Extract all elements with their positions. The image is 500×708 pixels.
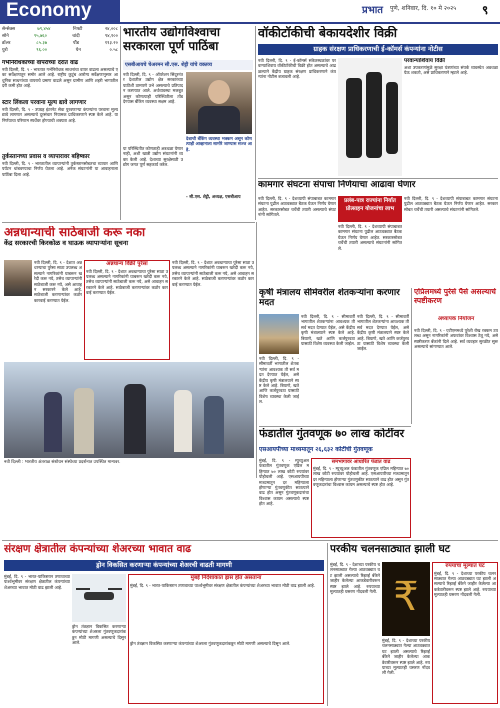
anna-headline-block bbox=[4, 226, 254, 258]
telecom-body-b: परवान्याशिवाय विक्री अशा उपकरणांमुळे सुरक्षा यंत्रणांच्या संपर्क व्यवस्थेत अडथळा येऊ शकतो, असे प्राधिकरणाने म्हटले आहे. bbox=[404, 58, 498, 75]
fund-body-a: मुंबई, दि. ९ - म्युच्युअल फंडातील गुंतवणूक एप्रिल महिन्यात ७० लाख कोटी रुपयांवर पोहोचली आहे. एसआयपीच्या माध्यमातून दर महिन्याला होणाऱ्या गुंतवणुकीत सातत्याने वाढ होत असून गुंतवणूकदारांचा विश्वास कायम असल्याचे स्पष्ट होत आहे. bbox=[259, 458, 309, 507]
lead-quote: देशाची बँकिंग व्यवस्था भक्कम असून कोणत्याही आव्हानाला सामोरे जाण्यास सज्ज आहे. - सी.एस. शेट्टी, अध्यक्ष, एसबीआय bbox=[186, 136, 252, 199]
brief-3-text: नवी दिल्ली, दि. ९ - भारतातील व्यापाऱ्यांनी तुर्कस्तानसोबतचा व्यापार आणि पर्यटन थांबवण्याचा निर्णय घेतला आहे. अनेक संघटनांनी या आवाहनाला पाठिंबा दिला आहे. bbox=[2, 160, 118, 177]
defence-headline-block bbox=[4, 543, 324, 559]
brief-1-title: गर्भनिरोधकाच्या वापराच्या दरात वाढ bbox=[2, 60, 78, 66]
anna-body-a: नवी दिल्ली, दि. ९ - देशात अन्नधान्याचा पुरेसा साठा उपलब्ध असल्याने नागरिकांनी घाबरून खरेदी करू नये, तसेच व्यापाऱ्यांनी साठेबाजी करू नये, असे आवाहन सरकारने केले आहे. साठेबाजी करणाऱ्यांवर कठोर कारवाई करण्यात येईल. bbox=[34, 260, 82, 303]
lead-headline: सरकारला पूर्ण पाठिंबा bbox=[123, 38, 219, 53]
agri-headline: कृषी मंत्रालय सीमेवरील शेतकऱ्यांना करणार मदत bbox=[259, 288, 400, 309]
market-table bbox=[2, 26, 118, 56]
telecom-headline-block bbox=[258, 26, 498, 42]
divider bbox=[327, 543, 328, 706]
divider bbox=[256, 222, 257, 478]
agri-body-b: नवी दिल्ली, दि. ९ - सीमावर्ती भागातील शेतकऱ्यांना आवश्यक ती सर्व मदत देण्यात येईल, असे केंद्रीय कृषी मंत्रालयाने स्पष्ट केले आहे. बियाणे, खते आणि कर्जपुरवठा यासाठी विशेष व्यवस्था केली जाईल. bbox=[259, 356, 299, 405]
walkie-talkie-photo bbox=[338, 58, 402, 176]
market-value: ०.५८ bbox=[109, 48, 118, 53]
divider bbox=[411, 288, 412, 424]
telecom-headline: वॉकीटॉकीची बेकायदेशीर विक्री bbox=[258, 26, 398, 40]
agri-body-a: नवी दिल्ली, दि. ९ - सीमावर्ती भागातील शेतकऱ्यांना आवश्यक ती सर्व मदत देण्यात येईल, असे केंद्रीय कृषी मंत्रालयाने स्पष्ट केले आहे. बियाणे, खते आणि कर्जपुरवठा यासाठी विशेष व्यवस्था केली जाईल. bbox=[301, 314, 355, 347]
divider bbox=[120, 26, 121, 220]
workers-body-c: नवी दिल्ली, दि. ९ - देशव्यापी संपाबाबत कामगार संघटना पुढील आठवड्यात बैठक घेऊन निर्णय घेणार आहेत. सरकारसोबत चर्चेची तयारी असल्याचे संघटनांनी सांगितले. bbox=[404, 196, 498, 212]
market-row bbox=[2, 47, 118, 54]
brief-2-text: नवी दिल्ली, दि. ९ - उपग्रह इंटरनेट सेवा पुरवणाऱ्या कंपन्यांना परवाना मूल्य द्यावे लागणार असल्याचे दूरसंचार नियामक प्राधिकरणाने स्पष्ट केले आहे. या निर्णयाचा परिणाम स्पर्धेवर होण्याची शक्यता आहे. bbox=[2, 106, 118, 123]
market-value: ७९,४५४ bbox=[37, 27, 51, 32]
fund-boxed: समभागावर आधारित फंडात वाढ मुंबई, दि. ९ - म्युच्युअल फंडातील गुंतवणूक एप्रिल महिन्यात ७० लाख कोटी रुपयांवर पोहोचली आहे. एसआयपीच्या माध्यमातून दर महिन्याला होणाऱ्या गुंतवणुकीत सातत्याने वाढ होत असून गुंतवणूकदारांचा विश्वास कायम असल्याचे स्पष्ट होत आहे. bbox=[311, 458, 411, 538]
market-label: निफ्टी bbox=[72, 27, 83, 32]
atm-box-title: अध्यापक नियोजन bbox=[437, 316, 475, 322]
drone-photo bbox=[72, 574, 126, 622]
page-number: ९ bbox=[482, 3, 489, 17]
lead-body: नवी दिल्ली, दि. ९ - ऑपरेशन सिंदूरनंतर देशातील उद्योग क्षेत्र सरकारच्या पाठीशी ठामपणे उभे असल्याचे प्रतिपादन करण्यात आले. अर्थव्यवस्था मजबूत असून कोणत्याही परिस्थितीला तोंड देण्यास बँकिंग व्यवस्था सक्षम आहे. या परिस्थितीत कोणताही अडथळा येणार नाही, अशी खात्री उद्योग संघटनांनी व्यक्त केली आहे. देशाच्या सुरक्षेसाठी उद्योग जगत पूर्ण सहकार्य करेल. bbox=[123, 72, 183, 168]
market-label: चांदी bbox=[72, 34, 80, 39]
lead-photo bbox=[186, 72, 252, 134]
market-label: पौंड bbox=[72, 41, 80, 46]
defence-body-b: ड्रोन तंत्रज्ञान विकसित करणाऱ्या कंपन्यांच्या शेअरला गुंतवणूकदारांकडून मोठी मागणी असल्याचे दिसून आले. bbox=[72, 624, 126, 646]
brief-1-text: नवी दिल्ली, दि. ९ - भारतात गर्भनिरोधक साधनांचा वापर वाढला असल्याचे एका सर्वेक्षणातून समोर आले आहे. राष्ट्रीय कुटुंब आरोग्य सर्वेक्षणानुसार आधुनिक साधनांच्या वापराचे प्रमाण वाढले असून ग्रामीण आणि शहरी भागातील दरी कमी होत आहे. bbox=[2, 66, 118, 89]
atm-headline: एप्रिलमध्ये पुरेसे पैसे असल्याचे स्पष्टीकरण bbox=[414, 288, 496, 305]
defence-boxed: मुंबई निर्देशांकात ह्रास होत असताना मुंबई, दि. ९ - भारत-पाकिस्तान तणावाच्या पार्श्वभूमीवर संरक्षण क्षेत्रातील कंपन्यांच्या शेअरच्या भावात मोठी वाढ झाली आहे. ड्रोन तंत्रज्ञान विकसित करणाऱ्या कंपन्यांच्या शेअरला गुंतवणूकदारांकडून मोठी मागणी असल्याचे दिसून आले. bbox=[128, 574, 324, 704]
lead-headline-block bbox=[123, 26, 253, 60]
brief-3-title: तुर्कस्तानच्या प्रवास व व्यापारावर बहिष्कार bbox=[2, 153, 90, 160]
market-row bbox=[2, 40, 118, 47]
market-label: डॉलर bbox=[2, 41, 11, 46]
section-title: Economy bbox=[0, 0, 120, 22]
defence-body-a: मुंबई, दि. ९ - भारत-पाकिस्तान तणावाच्या पार्श्वभूमीवर संरक्षण क्षेत्रातील कंपन्यांच्या शेअरच्या भावात मोठी वाढ झाली आहे. bbox=[4, 574, 70, 590]
forex-boxed: रुपयाचा मूल्यात घट मुंबई, दि. ९ - देशाच्या परकीय चलनसाठ्यात गेल्या आठवड्यात घट झाली असल्याचे रिझर्व्ह बँकेने जाहीर केलेल्या आकडेवारीवरून स्पष्ट झाले आहे. रुपयाच्या मूल्यातही घसरण नोंदवली गेली. bbox=[432, 562, 498, 704]
brief-2-title: स्टार लिंकला परवाना मूल्य द्यावे लागणार bbox=[2, 99, 87, 106]
market-label: सोने bbox=[2, 34, 9, 39]
market-label: येन bbox=[75, 48, 81, 53]
rupee-symbol-photo bbox=[382, 562, 430, 636]
lead-subhead: एसबीआयचे चेअरमन सी.एस. शेट्टी यांचे वक्तव्य bbox=[123, 60, 253, 70]
atm-headline-block bbox=[414, 288, 498, 314]
forex-headline-block bbox=[330, 543, 498, 559]
telecom-body-a: नवी दिल्ली, दि. ९ - ई-कॉमर्स संकेतस्थळांवर परवान्याशिवाय वॉकीटॉकीची विक्री होत असल्याचे आढळल्याने केंद्रीय ग्राहक संरक्षण प्राधिकरणाने कंपन्यांना नोटीस बजावली आहे. bbox=[258, 58, 336, 80]
market-row bbox=[2, 26, 118, 33]
workers-headline-block bbox=[258, 180, 498, 194]
market-value: ११३.२० bbox=[104, 41, 118, 46]
fund-headline: फंडातील गुंतवणूक ७० लाख कोटींवर bbox=[259, 428, 405, 440]
forex-body-a: मुंबई, दि. ९ - देशाच्या परकीय चलनसाठ्यात गेल्या आठवड्यात घट झाली असल्याचे रिझर्व्ह बँकेने जाहीर केलेल्या आकडेवारीवरून स्पष्ट झाले आहे. रुपयाच्या मूल्यातही घसरण नोंदवली गेली. bbox=[330, 562, 380, 595]
divider bbox=[255, 26, 256, 220]
divider bbox=[2, 540, 498, 541]
fund-subhead: एसआयपीच्या माध्यमातून २६,६३२ कोटींची गुंतवणूक bbox=[259, 446, 373, 453]
dateline: पुणे, शनिवार, दि. १० मे २०२५ bbox=[390, 5, 457, 12]
divider bbox=[258, 178, 498, 179]
lead-kicker: भारतीय उद्योगविश्वाचा bbox=[123, 26, 220, 39]
agri-body-c: नवी दिल्ली, दि. ९ - सीमावर्ती भागातील शेतकऱ्यांना आवश्यक ती सर्व मदत देण्यात येईल, असे केंद्रीय कृषी मंत्रालयाने स्पष्ट केले आहे. बियाणे, खते आणि कर्जपुरवठा यासाठी विशेष व्यवस्था केली जाईल. bbox=[357, 314, 409, 352]
defence-headline: संरक्षण क्षेत्रातील कंपन्यांच्या शेअरच्या भावात वाढ bbox=[4, 543, 192, 555]
market-value: ९४,१०० bbox=[104, 34, 118, 39]
workers-body: नवी दिल्ली, दि. ९ - देशव्यापी संपाबाबत कामगार संघटना पुढील आठवड्यात बैठक घेऊन निर्णय घेणार आहेत. सरकारसोबत चर्चेची तयारी असल्याचे संघटनांनी सांगितले. bbox=[258, 196, 336, 218]
divider bbox=[259, 426, 411, 427]
agri-photo bbox=[259, 314, 299, 354]
anna-minister-photo bbox=[4, 260, 32, 296]
market-value: २४,००८ bbox=[104, 27, 118, 32]
anna-body-b: नवी दिल्ली, दि. ९ - देशात अन्नधान्याचा पुरेसा साठा उपलब्ध असल्याने नागरिकांनी घाबरून खरेदी करू नये, तसेच व्यापाऱ्यांनी साठेबाजी करू नये, असे आवाहन सरकारने केले आहे. साठेबाजी करणाऱ्यांवर कठोर कारवाई करण्यात येईल. bbox=[172, 260, 254, 287]
exhibition-photo bbox=[4, 362, 254, 458]
market-value: ९५,७६० bbox=[33, 34, 47, 39]
left-briefs bbox=[2, 60, 118, 220]
anna-boxed: अन्नधान्य विक्री पुरेसा नवी दिल्ली, दि. ९ - देशात अन्नधान्याचा पुरेसा साठा उपलब्ध असल्याने नागरिकांनी घाबरून खरेदी करू नये, तसेच व्यापाऱ्यांनी साठेबाजी करू नये, असे आवाहन सरकारने केले आहे. साठेबाजी करणाऱ्यांवर कठोर कारवाई करण्यात येईल. bbox=[84, 260, 170, 360]
anna-headline: अन्नधान्याची साठेबाजी करू नका bbox=[4, 226, 146, 239]
masthead-rule bbox=[0, 22, 500, 24]
workers-body-b: नवी दिल्ली, दि. ९ - देशव्यापी संपाबाबत कामगार संघटना पुढील आठवड्यात बैठक घेऊन निर्णय घेणार आहेत. सरकारसोबत चर्चेची तयारी असल्याचे संघटनांनी सांगितले. bbox=[338, 224, 402, 251]
exhibition-caption: नवी दिल्ली : भारतीय अंतराळ संशोधन संस्थेच्या प्रदर्शनात उपस्थित मान्यवर. bbox=[4, 460, 121, 465]
defence-banner: ड्रोन विकसित करणाऱ्या कंपन्यांच्या शेअरची वाढती मागणी bbox=[4, 560, 324, 571]
paper-logo: प्रभात bbox=[362, 5, 384, 16]
forex-body-b: मुंबई, दि. ९ - देशाच्या परकीय चलनसाठ्यात गेल्या आठवड्यात घट झाली असल्याचे रिझर्व्ह बँकेने जाहीर केलेल्या आकडेवारीवरून स्पष्ट झाले आहे. रुपयाच्या मूल्यातही घसरण नोंदवली गेली. bbox=[382, 638, 430, 676]
market-label: युरो bbox=[2, 48, 8, 53]
workers-boxed-title: प्रलंब-पात्र राज्यांना निर्यात प्रोत्साहन योजनांचा लाभ bbox=[338, 196, 402, 222]
rupee-icon: ₹ bbox=[393, 574, 419, 620]
workers-headline: कामगार संघटना संपाचा निर्णयाचा आढावा घेणार bbox=[258, 180, 416, 190]
market-label: सेन्सेक्स bbox=[2, 27, 16, 32]
telecom-banner: ग्राहक संरक्षण प्राधिकरणाची ई-कॉमर्स कंपन्यांना नोटीस bbox=[258, 44, 498, 55]
market-row bbox=[2, 33, 118, 40]
masthead bbox=[0, 0, 500, 22]
forex-headline: परकीय चलनसाठ्यात झाली घट bbox=[330, 543, 451, 555]
divider bbox=[2, 222, 255, 223]
market-value: ९६.०० bbox=[36, 48, 48, 53]
market-value: ८५.३७ bbox=[36, 41, 48, 46]
anna-subhead: केंद्र सरकारची किरकोळ व घाऊक व्यापाऱ्यांना सूचना bbox=[4, 238, 129, 247]
agri-headline-block bbox=[259, 288, 409, 312]
atm-body: नवी दिल्ली, दि. ९ - एटीएममध्ये पुरेशी रोख रक्कम उपलब्ध असून नागरिकांनी अफवांवर विश्वास ठेवू नये, असे स्पष्टीकरण बँकांनी दिले आहे. सर्व व्यवहार सुरळीत सुरू असल्याचे सांगण्यात आले. bbox=[414, 328, 498, 350]
